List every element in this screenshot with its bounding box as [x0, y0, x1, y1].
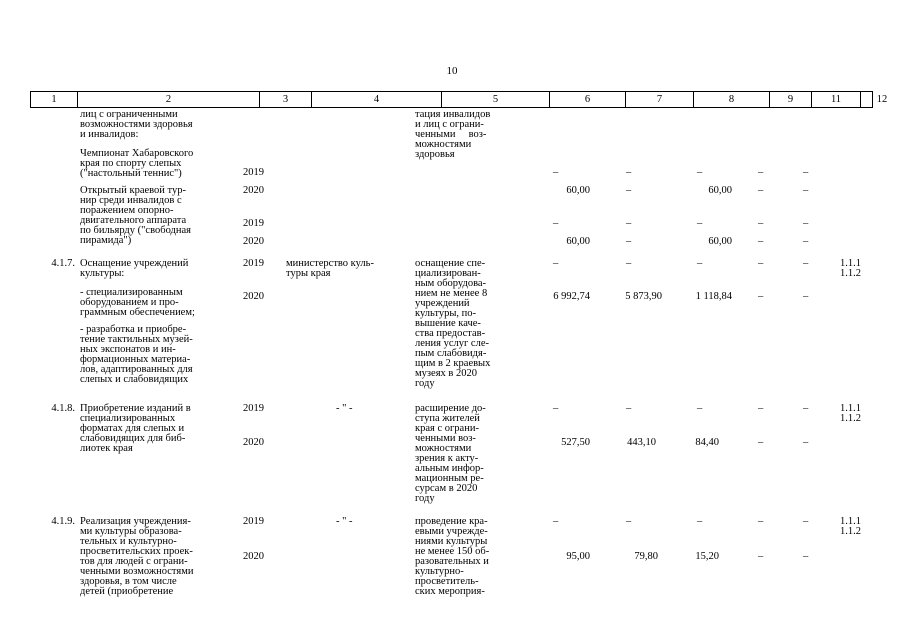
item-name: Приобретение изданий в специализированных форматах для слепых и слабовидящих для биб- лиотек края — [80, 403, 191, 454]
year-cell: 2020 — [243, 185, 264, 196]
item-name: - разработка и приобре- тение тактильных музей- ных экспонатов и ин- формационных материа- лов, адаптированных для слепых и слабовидящих — [80, 324, 193, 385]
expected-result: проведение кра- евыми учрежде- ниями культуры не менее 150 об- разовательных и культурно- просветитель- ских мероприя- — [415, 516, 490, 597]
value-cell: – — [697, 403, 703, 414]
value-cell: 60,00 — [708, 236, 732, 247]
year-cell: 2020 — [243, 437, 264, 448]
header-cell: 6 — [550, 92, 626, 107]
value-cell: 84,40 — [695, 437, 719, 448]
year-cell: 2019 — [243, 403, 264, 414]
value-cell: – — [626, 185, 632, 196]
value-cell: – — [758, 185, 764, 196]
item-name: Реализация учреждения- ми культуры образова- тельных и культурно- просветительских проек- тов для людей с ограни- ченными возможностями здоровья, в том числе детей (приобретение — [80, 516, 194, 597]
value-cell: – — [758, 516, 764, 527]
value-cell: 15,20 — [695, 551, 719, 562]
value-cell: – — [626, 236, 632, 247]
value-cell: – — [758, 236, 764, 247]
item-name: - специализированным оборудованием и про- граммным обеспечением; — [80, 287, 195, 318]
value-cell: – — [758, 167, 764, 178]
value-cell: – — [626, 167, 632, 178]
year-cell: 2019 — [243, 258, 264, 269]
header-cell: 3 — [260, 92, 312, 107]
value-cell: – — [758, 218, 764, 229]
value-cell: 6 992,74 — [553, 291, 590, 302]
continuation-result: тация инвалидов и лиц с ограни- ченными воз- можностями здоровья — [415, 109, 491, 160]
value-cell: – — [553, 403, 559, 414]
table-header-row — [30, 91, 888, 108]
header-cell: 11 — [812, 92, 861, 107]
executor: - " - — [336, 403, 353, 414]
header-cell: 2 — [78, 92, 260, 107]
event-name: Чемпионат Хабаровского края по спорту слепых ("настольный теннис") — [80, 148, 194, 179]
header-cell: 4 — [312, 92, 442, 107]
value-cell: – — [758, 551, 764, 562]
value-cell: – — [803, 437, 809, 448]
value-cell: – — [626, 403, 632, 414]
value-cell: – — [553, 516, 559, 527]
value-cell: 95,00 — [566, 551, 590, 562]
year-cell: 2019 — [243, 516, 264, 527]
value-cell: – — [803, 218, 809, 229]
header-cell: 8 — [694, 92, 770, 107]
value-cell: 60,00 — [566, 236, 590, 247]
value-cell: – — [803, 167, 809, 178]
continuation-text: лиц с ограниченными возможностями здоровья и инвалидов: — [80, 109, 193, 140]
value-cell: 1 118,84 — [695, 291, 732, 302]
item-name: Оснащение учреждений культуры: — [80, 258, 189, 279]
value-cell: – — [758, 403, 764, 414]
header-cell: 12 — [876, 94, 888, 105]
year-cell: 2020 — [243, 236, 264, 247]
value-cell: – — [626, 258, 632, 269]
value-cell: – — [803, 403, 809, 414]
year-cell: 2019 — [243, 167, 264, 178]
year-cell: 2020 — [243, 291, 264, 302]
executor: - " - — [336, 516, 353, 527]
value-cell: 5 873,90 — [625, 291, 662, 302]
value-cell: 79,80 — [634, 551, 658, 562]
value-cell: – — [758, 291, 764, 302]
value-cell: – — [803, 185, 809, 196]
value-cell: – — [803, 258, 809, 269]
item-number: 4.1.8. — [51, 403, 75, 414]
year-cell: 2019 — [243, 218, 264, 229]
header-cell: 9 — [770, 92, 812, 107]
value-cell: – — [758, 437, 764, 448]
value-cell: – — [553, 167, 559, 178]
value-cell: – — [697, 218, 703, 229]
value-cell: – — [803, 291, 809, 302]
value-cell: – — [697, 258, 703, 269]
expected-result: оснащение спе- циализирован- ным оборудова- нием не менее 8 учреждений культуры, по- вышение каче- ства предостав- ления услуг сле- пым слабовидя- щим в 2 краевых музеях в 2020 году — [415, 258, 491, 389]
header-cell: 7 — [626, 92, 694, 107]
event-name: Открытый краевой тур- нир среди инвалидов с поражением опорно- двигательного аппарата по бильярду ("свободная пирамида") — [80, 185, 191, 246]
expected-result: расширение до- ступа жителей края с ограни- ченными воз- можностями зрения к акту- альным инфор- мационным ре- сурсам в 2020 году — [415, 403, 486, 504]
value-cell: – — [803, 551, 809, 562]
value-cell: – — [803, 236, 809, 247]
value-cell: 527,50 — [561, 437, 590, 448]
value-cell: 60,00 — [708, 185, 732, 196]
header-cell: 1 — [31, 92, 78, 107]
value-cell: – — [758, 258, 764, 269]
value-cell: – — [626, 516, 632, 527]
value-cell: – — [697, 167, 703, 178]
reference-cell: 1.1.1 1.1.2 — [840, 258, 861, 279]
value-cell: 60,00 — [566, 185, 590, 196]
value-cell: – — [697, 516, 703, 527]
item-number: 4.1.9. — [51, 516, 75, 527]
value-cell: – — [626, 218, 632, 229]
value-cell: – — [553, 258, 559, 269]
value-cell: – — [553, 218, 559, 229]
value-cell: 443,10 — [627, 437, 656, 448]
page-number: 10 — [446, 65, 458, 77]
value-cell: – — [803, 516, 809, 527]
item-number: 4.1.7. — [51, 258, 75, 269]
executor: министерство куль- туры края — [286, 258, 374, 279]
year-cell: 2020 — [243, 551, 264, 562]
reference-cell: 1.1.1 1.1.2 — [840, 403, 861, 424]
reference-cell: 1.1.1 1.1.2 — [840, 516, 861, 537]
header-cell: 5 — [442, 92, 550, 107]
